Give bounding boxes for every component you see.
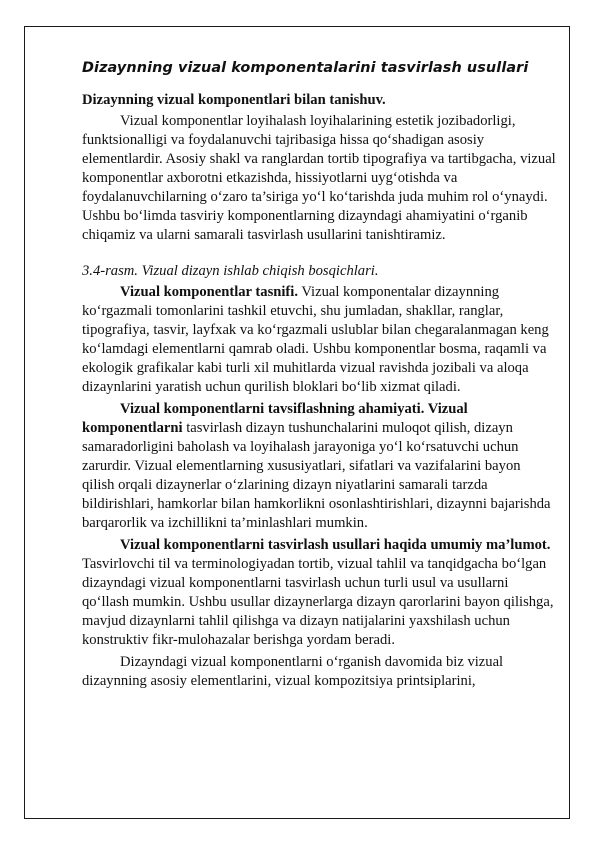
paragraph-body: tasvirlash dizayn tushunchalarini muloqot qilish, dizayn samaradorligini baholash va loyihalash jarayoniga yo‘l ko‘rsatuvchi uchun zarurdir. Vizual elementlarning xususiyatlari, sifatlari va vazifalarini bayon qilish orqali dizaynerlar o‘zlarining dizayn niyatlarini samarali tarzda bildirishlari, hamkorlar bilan hamkorlikni osonlashtirishlari, dizaynni bajarishda barqarorlik va izchillikni ta’minlashlari mumkin.: [82, 420, 551, 531]
closing-paragraph: Dizayndagi vizual komponentlarni o‘rganish davomida biz vizual dizaynning asosiy elementlarini, vizual kompozitsiya printsiplarini,: [82, 654, 504, 689]
paragraph-overview: [82, 536, 556, 650]
document-body: [82, 58, 556, 691]
intro-paragraph: Vizual komponentlar loyihalash loyihalarining estetik jozibadorligi, funktsionalligi va foydalanuvchi tajribasiga hissa qo‘shadigan asosiy elementlardir. Asosiy shakl va ranglardan tortib tipografiya va tartibgacha, vizual komponentlar axborotni etkazishda, hissiyotlarni uyg‘otishda va foydalanuvchilarning o‘zaro ta’siriga yo‘l ko‘tarishda juda muhim rol o‘ynaydi. Ushbu bo‘limda tasviriy komponentlarning dizayndagi ahamiyatini o‘rganib chiqamiz va ularni samarali tasvirlash usullarini tanishtiramiz.: [82, 113, 556, 243]
paragraph-lead: Vizual komponentlarni tasvirlash usullari haqida umumiy ma’lumot.: [120, 537, 551, 553]
paragraph-lead: Vizual komponentlarni tavsiflashning ahamiyati. Vizual komponentlarni: [82, 401, 468, 436]
paragraph-classification: [82, 283, 556, 397]
section-subheading: Dizaynning vizual komponentlari bilan tanishuv.: [82, 92, 386, 108]
paragraph-body: Vizual komponentalar dizaynning ko‘rgazmali tomonlarini tashkil etuvchi, shu jumladan, shakllar, ranglar, tipografiya, tasvir, layfxak va ko‘rgazmali uslublar bilan chegaralanmagan keng ko‘lamdagi elementlarni qamrab oladi. Ushbu komponentlar bosma, raqamli va ekologik grafikalar kabi turli xil muhitlarda vizual ravishda jozibali va aloqa dizaynlarini yaratish uchun qurilish bloklari bo‘lib xizmat qiladi.: [82, 284, 549, 395]
paragraph-body: Tasvirlovchi til va terminologiyadan tortib, vizual tahlil va tanqidgacha bo‘lgan dizayndagi vizual komponentlarni tasvirlash uchun turli usul va usullarni qo‘llash mumkin. Ushbu usullar dizaynerlarga dizayn qarorlarini bayon qilishga, mavjud dizaynlarni tahlil qilishga va dizayn natijalarini yaxshilash uchun konstruktiv fikr-mulohazalar berishga yordam beradi.: [82, 556, 554, 648]
paragraph-importance: [82, 400, 556, 533]
paragraph-lead: Vizual komponentlar tasnifi.: [120, 284, 298, 300]
figure-caption: 3.4-rasm. Vizual dizayn ishlab chiqish bosqichlari.: [82, 263, 379, 279]
page-title: Dizaynning vizual komponentalarini tasvirlash usullari: [82, 60, 529, 76]
